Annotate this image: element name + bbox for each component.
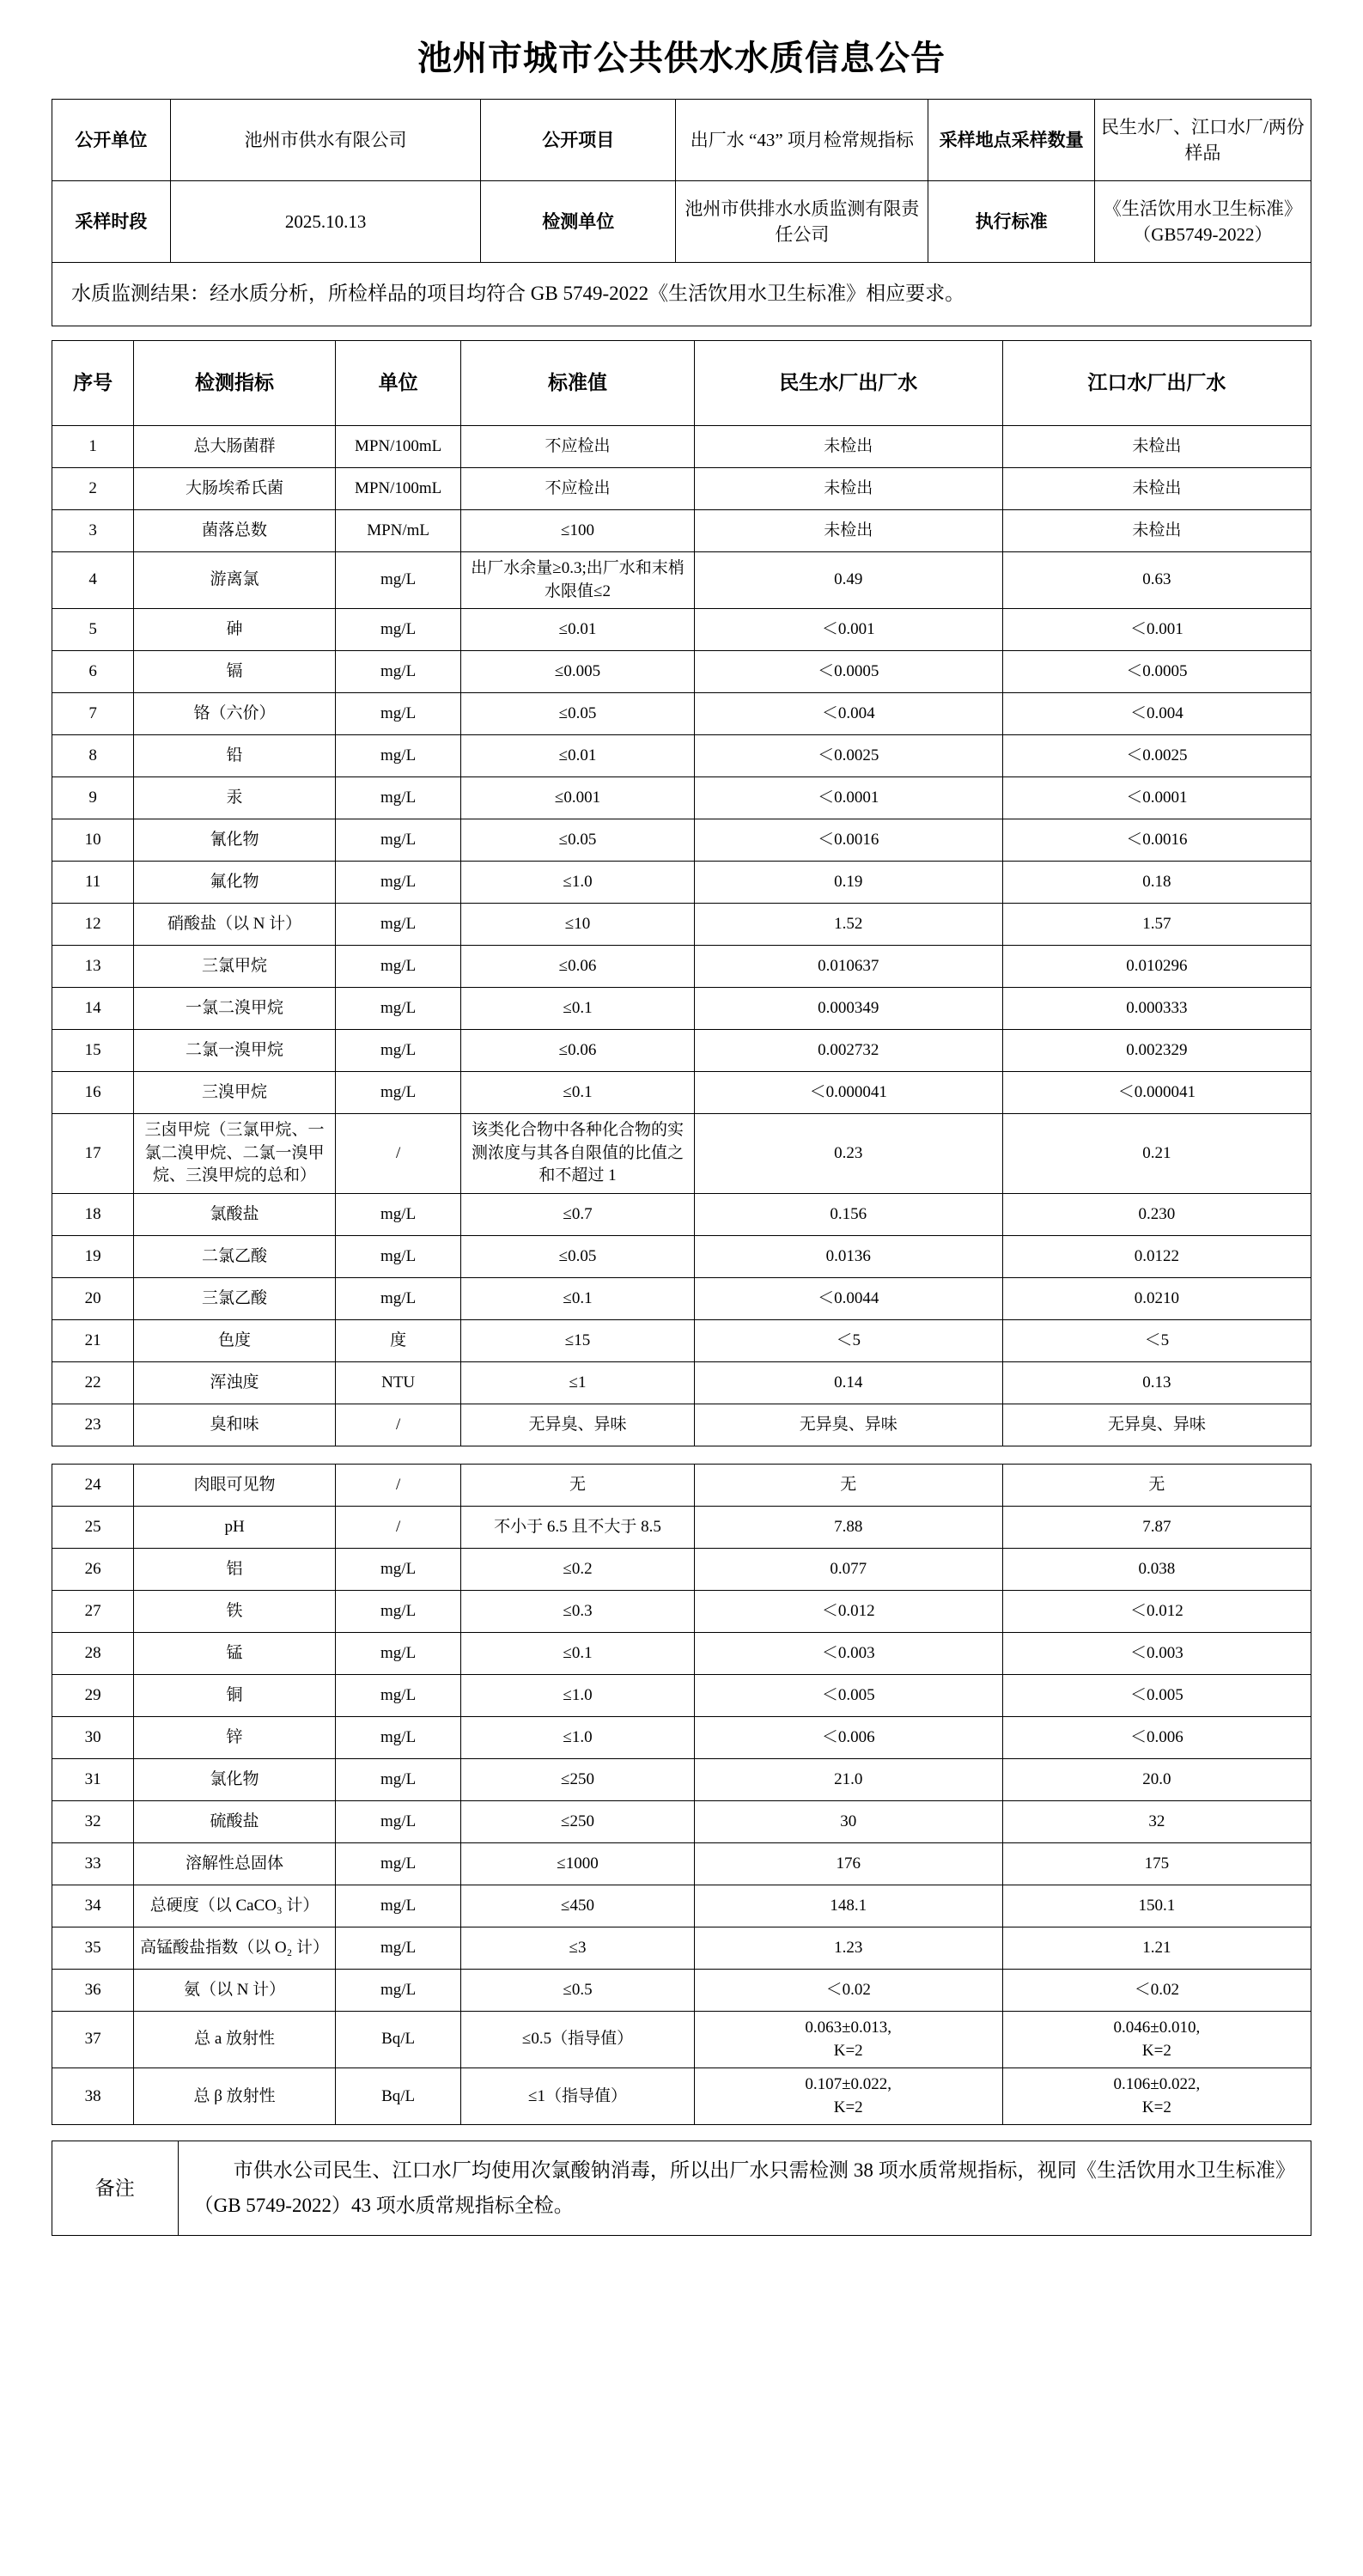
cell-unit: mg/L — [335, 777, 461, 819]
cell-minsheng: ＜0.001 — [694, 609, 1002, 651]
cell-unit: mg/L — [335, 1801, 461, 1843]
cell-minsheng: 无 — [694, 1465, 1002, 1507]
cell-no: 30 — [52, 1717, 134, 1759]
cell-jiangkou: ＜0.005 — [1002, 1675, 1311, 1717]
cell-no: 35 — [52, 1927, 134, 1970]
cell-item: 二氯一溴甲烷 — [134, 1030, 336, 1072]
cell-item: 总 β 放射性 — [134, 2068, 336, 2125]
cell-no: 38 — [52, 2068, 134, 2125]
cell-standard: ≤3 — [461, 1927, 694, 1970]
table-row — [52, 1675, 1311, 1717]
cell-unit: mg/L — [335, 1591, 461, 1633]
cell-item: 三氯甲烷 — [134, 946, 336, 988]
cell-jiangkou: ＜5 — [1002, 1320, 1311, 1362]
cell-no: 7 — [52, 693, 134, 735]
cell-minsheng: 0.23 — [694, 1114, 1002, 1194]
cell-no: 5 — [52, 609, 134, 651]
cell-item: 氟化物 — [134, 862, 336, 904]
cell-jiangkou: 20.0 — [1002, 1759, 1311, 1801]
table-header-row — [52, 341, 1311, 426]
cell-unit: / — [335, 1114, 461, 1194]
cell-standard: ≤0.5（指导值） — [461, 2012, 694, 2068]
cell-minsheng: ＜5 — [694, 1320, 1002, 1362]
cell-item: 氯酸盐 — [134, 1194, 336, 1236]
cell-minsheng: 0.000349 — [694, 988, 1002, 1030]
cell-standard: ≤15 — [461, 1320, 694, 1362]
cell-minsheng: 未检出 — [694, 510, 1002, 552]
cell-minsheng: ＜0.006 — [694, 1717, 1002, 1759]
cell-jiangkou: 150.1 — [1002, 1885, 1311, 1927]
table-row — [52, 651, 1311, 693]
cell-jiangkou: 0.000333 — [1002, 988, 1311, 1030]
table-row — [52, 1591, 1311, 1633]
cell-standard: 无 — [461, 1465, 694, 1507]
cell-minsheng: 0.156 — [694, 1194, 1002, 1236]
cell-no: 31 — [52, 1759, 134, 1801]
table-row — [52, 1717, 1311, 1759]
cell-jiangkou: ＜0.004 — [1002, 693, 1311, 735]
cell-no: 36 — [52, 1970, 134, 2012]
cell-standard: ≤0.3 — [461, 1591, 694, 1633]
cell-standard: ≤0.1 — [461, 1072, 694, 1114]
cell-unit: mg/L — [335, 946, 461, 988]
cell-standard: ≤450 — [461, 1885, 694, 1927]
cell-standard: ≤250 — [461, 1759, 694, 1801]
cell-minsheng: ＜0.012 — [694, 1591, 1002, 1633]
cell-no: 6 — [52, 651, 134, 693]
table-row — [52, 2012, 1311, 2068]
water-quality-table-part1 — [52, 340, 1311, 1446]
cell-item: 镉 — [134, 651, 336, 693]
cell-no: 9 — [52, 777, 134, 819]
cell-no: 33 — [52, 1843, 134, 1885]
cell-standard: 不应检出 — [461, 468, 694, 510]
value-publish-unit: 池州市供水有限公司 — [170, 100, 480, 181]
cell-no: 19 — [52, 1236, 134, 1278]
table-row — [52, 777, 1311, 819]
cell-no: 17 — [52, 1114, 134, 1194]
label-standard: 执行标准 — [928, 181, 1094, 263]
cell-no: 32 — [52, 1801, 134, 1843]
cell-jiangkou: 0.010296 — [1002, 946, 1311, 988]
cell-item: 锌 — [134, 1717, 336, 1759]
cell-item: 肉眼可见物 — [134, 1465, 336, 1507]
cell-jiangkou: 0.0210 — [1002, 1278, 1311, 1320]
table-row — [52, 2068, 1311, 2125]
cell-jiangkou: ＜0.012 — [1002, 1591, 1311, 1633]
cell-minsheng: 176 — [694, 1843, 1002, 1885]
cell-minsheng: 21.0 — [694, 1759, 1002, 1801]
cell-unit: mg/L — [335, 735, 461, 777]
cell-minsheng: 1.23 — [694, 1927, 1002, 1970]
cell-standard: ≤1.0 — [461, 1675, 694, 1717]
cell-item: 三氯乙酸 — [134, 1278, 336, 1320]
table-row — [52, 468, 1311, 510]
cell-jiangkou: ＜0.000041 — [1002, 1072, 1311, 1114]
cell-item: 铝 — [134, 1549, 336, 1591]
cell-unit: mg/L — [335, 1717, 461, 1759]
table-row — [52, 1549, 1311, 1591]
cell-unit: mg/L — [335, 1675, 461, 1717]
cell-no: 18 — [52, 1194, 134, 1236]
table-row — [52, 1507, 1311, 1549]
table-row — [52, 609, 1311, 651]
cell-no: 10 — [52, 819, 134, 862]
cell-jiangkou: 0.002329 — [1002, 1030, 1311, 1072]
cell-no: 12 — [52, 904, 134, 946]
cell-item: 总 a 放射性 — [134, 2012, 336, 2068]
cell-item: pH — [134, 1507, 336, 1549]
cell-jiangkou: ＜0.003 — [1002, 1633, 1311, 1675]
cell-standard: 不应检出 — [461, 426, 694, 468]
cell-jiangkou: 0.038 — [1002, 1549, 1311, 1591]
table-row — [52, 1072, 1311, 1114]
cell-unit: mg/L — [335, 862, 461, 904]
cell-jiangkou: ＜0.0005 — [1002, 651, 1311, 693]
cell-standard: ≤0.06 — [461, 1030, 694, 1072]
cell-unit: mg/L — [335, 651, 461, 693]
cell-minsheng: 0.063±0.013, K=2 — [694, 2012, 1002, 2068]
cell-standard: 不小于 6.5 且不大于 8.5 — [461, 1507, 694, 1549]
cell-unit: mg/L — [335, 1970, 461, 2012]
cell-no: 8 — [52, 735, 134, 777]
cell-no: 28 — [52, 1633, 134, 1675]
cell-no: 16 — [52, 1072, 134, 1114]
cell-minsheng: 0.14 — [694, 1362, 1002, 1404]
col-no: 序号 — [52, 341, 134, 426]
cell-item: 臭和味 — [134, 1404, 336, 1446]
cell-minsheng: ＜0.0001 — [694, 777, 1002, 819]
cell-standard: ≤0.05 — [461, 819, 694, 862]
table-row — [52, 946, 1311, 988]
cell-no: 20 — [52, 1278, 134, 1320]
cell-jiangkou: 0.13 — [1002, 1362, 1311, 1404]
cell-jiangkou: 无异臭、异味 — [1002, 1404, 1311, 1446]
cell-minsheng: 0.0136 — [694, 1236, 1002, 1278]
cell-standard: ≤0.2 — [461, 1549, 694, 1591]
cell-no: 1 — [52, 426, 134, 468]
value-sample-period: 2025.10.13 — [170, 181, 480, 263]
cell-unit: Bq/L — [335, 2068, 461, 2125]
cell-minsheng: ＜0.0025 — [694, 735, 1002, 777]
table-row — [52, 2141, 1311, 2236]
cell-unit: MPN/100mL — [335, 426, 461, 468]
col-item: 检测指标 — [134, 341, 336, 426]
cell-minsheng: 0.002732 — [694, 1030, 1002, 1072]
cell-minsheng: 0.19 — [694, 862, 1002, 904]
cell-jiangkou: 0.230 — [1002, 1194, 1311, 1236]
cell-jiangkou: ＜0.0001 — [1002, 777, 1311, 819]
cell-minsheng: ＜0.02 — [694, 1970, 1002, 2012]
col-unit: 单位 — [335, 341, 461, 426]
table-row — [52, 819, 1311, 862]
table-row — [52, 1927, 1311, 1970]
cell-standard: ≤0.1 — [461, 1278, 694, 1320]
table-row — [52, 100, 1311, 181]
cell-unit: mg/L — [335, 988, 461, 1030]
cell-no: 24 — [52, 1465, 134, 1507]
value-sample-location: 民生水厂、江口水厂/两份样品 — [1094, 100, 1311, 181]
cell-minsheng: 未检出 — [694, 426, 1002, 468]
cell-unit: mg/L — [335, 609, 461, 651]
cell-unit: mg/L — [335, 1885, 461, 1927]
cell-item: 氨（以 N 计） — [134, 1970, 336, 2012]
cell-no: 25 — [52, 1507, 134, 1549]
cell-unit: mg/L — [335, 552, 461, 609]
cell-no: 22 — [52, 1362, 134, 1404]
cell-standard: ≤1.0 — [461, 1717, 694, 1759]
remark-table — [52, 2141, 1311, 2236]
cell-unit: mg/L — [335, 819, 461, 862]
value-publish-project: 出厂水 “43” 项月检常规指标 — [676, 100, 928, 181]
cell-unit: NTU — [335, 1362, 461, 1404]
cell-minsheng: 7.88 — [694, 1507, 1002, 1549]
table-row — [52, 1885, 1311, 1927]
cell-standard: ≤1 — [461, 1362, 694, 1404]
cell-jiangkou: 0.046±0.010, K=2 — [1002, 2012, 1311, 2068]
cell-item: 色度 — [134, 1320, 336, 1362]
cell-unit: mg/L — [335, 1549, 461, 1591]
cell-standard: ≤0.001 — [461, 777, 694, 819]
cell-no: 13 — [52, 946, 134, 988]
col-jiangkou: 江口水厂出厂水 — [1002, 341, 1311, 426]
water-quality-table-part2 — [52, 1464, 1311, 2125]
table-row — [52, 1362, 1311, 1404]
table-row — [52, 426, 1311, 468]
cell-standard: ≤0.01 — [461, 609, 694, 651]
cell-jiangkou: 32 — [1002, 1801, 1311, 1843]
cell-unit: mg/L — [335, 904, 461, 946]
cell-item: 菌落总数 — [134, 510, 336, 552]
cell-item: 锰 — [134, 1633, 336, 1675]
cell-item: 一氯二溴甲烷 — [134, 988, 336, 1030]
cell-standard: ≤0.01 — [461, 735, 694, 777]
cell-unit: mg/L — [335, 1633, 461, 1675]
cell-unit: mg/L — [335, 1759, 461, 1801]
col-minsheng: 民生水厂出厂水 — [694, 341, 1002, 426]
table-row — [52, 693, 1311, 735]
cell-minsheng: ＜0.004 — [694, 693, 1002, 735]
cell-jiangkou: 1.57 — [1002, 904, 1311, 946]
cell-item: 游离氯 — [134, 552, 336, 609]
cell-standard: 无异臭、异味 — [461, 1404, 694, 1446]
cell-unit: Bq/L — [335, 2012, 461, 2068]
table-row — [52, 1236, 1311, 1278]
cell-minsheng: ＜0.003 — [694, 1633, 1002, 1675]
cell-minsheng: 0.077 — [694, 1549, 1002, 1591]
value-standard: 《生活饮用水卫生标准》（GB5749-2022） — [1094, 181, 1311, 263]
cell-minsheng: 0.49 — [694, 552, 1002, 609]
cell-standard: ≤100 — [461, 510, 694, 552]
cell-item: 二氯乙酸 — [134, 1236, 336, 1278]
cell-standard: ≤250 — [461, 1801, 694, 1843]
cell-jiangkou: 无 — [1002, 1465, 1311, 1507]
cell-minsheng: 1.52 — [694, 904, 1002, 946]
cell-minsheng: ＜0.005 — [694, 1675, 1002, 1717]
table-row — [52, 181, 1311, 263]
table-row — [52, 904, 1311, 946]
cell-item: 硝酸盐（以 N 计） — [134, 904, 336, 946]
cell-jiangkou: 0.106±0.022, K=2 — [1002, 2068, 1311, 2125]
table-row — [52, 1843, 1311, 1885]
label-publish-unit: 公开单位 — [52, 100, 171, 181]
cell-jiangkou: 175 — [1002, 1843, 1311, 1885]
cell-unit: MPN/mL — [335, 510, 461, 552]
cell-minsheng: 148.1 — [694, 1885, 1002, 1927]
value-testing-unit: 池州市供排水水质监测有限责任公司 — [676, 181, 928, 263]
cell-no: 14 — [52, 988, 134, 1030]
cell-standard: ≤0.06 — [461, 946, 694, 988]
cell-jiangkou: 0.0122 — [1002, 1236, 1311, 1278]
cell-jiangkou: 7.87 — [1002, 1507, 1311, 1549]
cell-jiangkou: 未检出 — [1002, 510, 1311, 552]
cell-standard: 该类化合物中各种化合物的实测浓度与其各自限值的比值之和不超过 1 — [461, 1114, 694, 1194]
cell-item: 铜 — [134, 1675, 336, 1717]
cell-minsheng: 无异臭、异味 — [694, 1404, 1002, 1446]
cell-standard: 出厂水余量≥0.3;出厂水和末梢水限值≤2 — [461, 552, 694, 609]
cell-jiangkou: 未检出 — [1002, 468, 1311, 510]
cell-minsheng: 未检出 — [694, 468, 1002, 510]
cell-item: 铅 — [134, 735, 336, 777]
cell-item: 三卤甲烷（三氯甲烷、一氯二溴甲烷、二氯一溴甲烷、三溴甲烷的总和） — [134, 1114, 336, 1194]
table-row — [52, 1404, 1311, 1446]
cell-minsheng: 30 — [694, 1801, 1002, 1843]
table-row — [52, 1465, 1311, 1507]
cell-item: 硫酸盐 — [134, 1801, 336, 1843]
cell-minsheng: 0.010637 — [694, 946, 1002, 988]
cell-standard: ≤0.05 — [461, 1236, 694, 1278]
page-title: 池州市城市公共供水水质信息公告 — [417, 39, 946, 77]
cell-jiangkou: ＜0.02 — [1002, 1970, 1311, 2012]
cell-item: 汞 — [134, 777, 336, 819]
cell-jiangkou: ＜0.001 — [1002, 609, 1311, 651]
cell-item: 铁 — [134, 1591, 336, 1633]
cell-minsheng: ＜0.0005 — [694, 651, 1002, 693]
table-row — [52, 1320, 1311, 1362]
cell-item: 总大肠菌群 — [134, 426, 336, 468]
cell-no: 29 — [52, 1675, 134, 1717]
cell-no: 3 — [52, 510, 134, 552]
label-publish-project: 公开项目 — [481, 100, 676, 181]
table-row — [52, 1633, 1311, 1675]
cell-item: 大肠埃希氏菌 — [134, 468, 336, 510]
cell-unit: / — [335, 1404, 461, 1446]
cell-jiangkou: ＜0.0025 — [1002, 735, 1311, 777]
cell-no: 15 — [52, 1030, 134, 1072]
cell-item: 氰化物 — [134, 819, 336, 862]
table-row — [52, 1970, 1311, 2012]
cell-minsheng: ＜0.0044 — [694, 1278, 1002, 1320]
cell-unit: mg/L — [335, 1236, 461, 1278]
header-info-table — [52, 99, 1311, 263]
cell-unit: / — [335, 1465, 461, 1507]
table-row — [52, 1278, 1311, 1320]
table-row — [52, 735, 1311, 777]
table-row — [52, 552, 1311, 609]
cell-standard: ≤0.7 — [461, 1194, 694, 1236]
cell-no: 37 — [52, 2012, 134, 2068]
cell-item: 总硬度（以 CaCO₃ 计） — [134, 1885, 336, 1927]
cell-no: 11 — [52, 862, 134, 904]
cell-jiangkou: 1.21 — [1002, 1927, 1311, 1970]
label-sample-period: 采样时段 — [52, 181, 171, 263]
table-row — [52, 1759, 1311, 1801]
cell-standard: ≤0.05 — [461, 693, 694, 735]
cell-minsheng: 0.107±0.022, K=2 — [694, 2068, 1002, 2125]
cell-unit: mg/L — [335, 1072, 461, 1114]
cell-item: 氯化物 — [134, 1759, 336, 1801]
label-testing-unit: 检测单位 — [481, 181, 676, 263]
cell-standard: ≤0.005 — [461, 651, 694, 693]
result-summary: 水质监测结果：经水质分析，所检样品的项目均符合 GB 5749-2022《生活饮用水卫生标准》相应要求。 — [52, 263, 1311, 326]
cell-no: 2 — [52, 468, 134, 510]
cell-unit: / — [335, 1507, 461, 1549]
remark-label: 备注 — [52, 2141, 179, 2236]
cell-item: 铬（六价） — [134, 693, 336, 735]
cell-jiangkou: 0.21 — [1002, 1114, 1311, 1194]
cell-unit: mg/L — [335, 1194, 461, 1236]
table-row — [52, 988, 1311, 1030]
cell-standard: ≤10 — [461, 904, 694, 946]
cell-standard: ≤1000 — [461, 1843, 694, 1885]
remark-text: 市供水公司民生、江口水厂均使用次氯酸钠消毒，所以出厂水只需检测 38 项水质常规指标，视同《生活饮用水卫生标准》（GB 5749-2022）43 项水质常规指标全检。 — [178, 2141, 1311, 2236]
cell-unit: mg/L — [335, 1927, 461, 1970]
cell-minsheng: ＜0.000041 — [694, 1072, 1002, 1114]
table-row — [52, 1194, 1311, 1236]
table-row — [52, 1114, 1311, 1194]
cell-minsheng: ＜0.0016 — [694, 819, 1002, 862]
table-row — [52, 510, 1311, 552]
cell-jiangkou: ＜0.006 — [1002, 1717, 1311, 1759]
table-row — [52, 1030, 1311, 1072]
cell-unit: 度 — [335, 1320, 461, 1362]
cell-item: 浑浊度 — [134, 1362, 336, 1404]
cell-jiangkou: ＜0.0016 — [1002, 819, 1311, 862]
cell-standard: ≤0.1 — [461, 988, 694, 1030]
cell-unit: mg/L — [335, 1843, 461, 1885]
cell-jiangkou: 0.18 — [1002, 862, 1311, 904]
cell-item: 高锰酸盐指数（以 O₂ 计） — [134, 1927, 336, 1970]
cell-item: 溶解性总固体 — [134, 1843, 336, 1885]
col-standard: 标准值 — [461, 341, 694, 426]
label-sample-location: 采样地点采样数量 — [928, 100, 1094, 181]
cell-unit: mg/L — [335, 1030, 461, 1072]
cell-standard: ≤0.5 — [461, 1970, 694, 2012]
cell-no: 27 — [52, 1591, 134, 1633]
cell-unit: mg/L — [335, 1278, 461, 1320]
cell-no: 4 — [52, 552, 134, 609]
cell-no: 23 — [52, 1404, 134, 1446]
cell-jiangkou: 0.63 — [1002, 552, 1311, 609]
cell-jiangkou: 未检出 — [1002, 426, 1311, 468]
cell-item: 三溴甲烷 — [134, 1072, 336, 1114]
cell-no: 21 — [52, 1320, 134, 1362]
cell-no: 34 — [52, 1885, 134, 1927]
table-row — [52, 1801, 1311, 1843]
cell-standard: ≤1.0 — [461, 862, 694, 904]
cell-item: 砷 — [134, 609, 336, 651]
cell-unit: mg/L — [335, 693, 461, 735]
cell-no: 26 — [52, 1549, 134, 1591]
cell-standard: ≤0.1 — [461, 1633, 694, 1675]
cell-unit: MPN/100mL — [335, 468, 461, 510]
table-row — [52, 862, 1311, 904]
cell-standard: ≤1（指导值） — [461, 2068, 694, 2125]
